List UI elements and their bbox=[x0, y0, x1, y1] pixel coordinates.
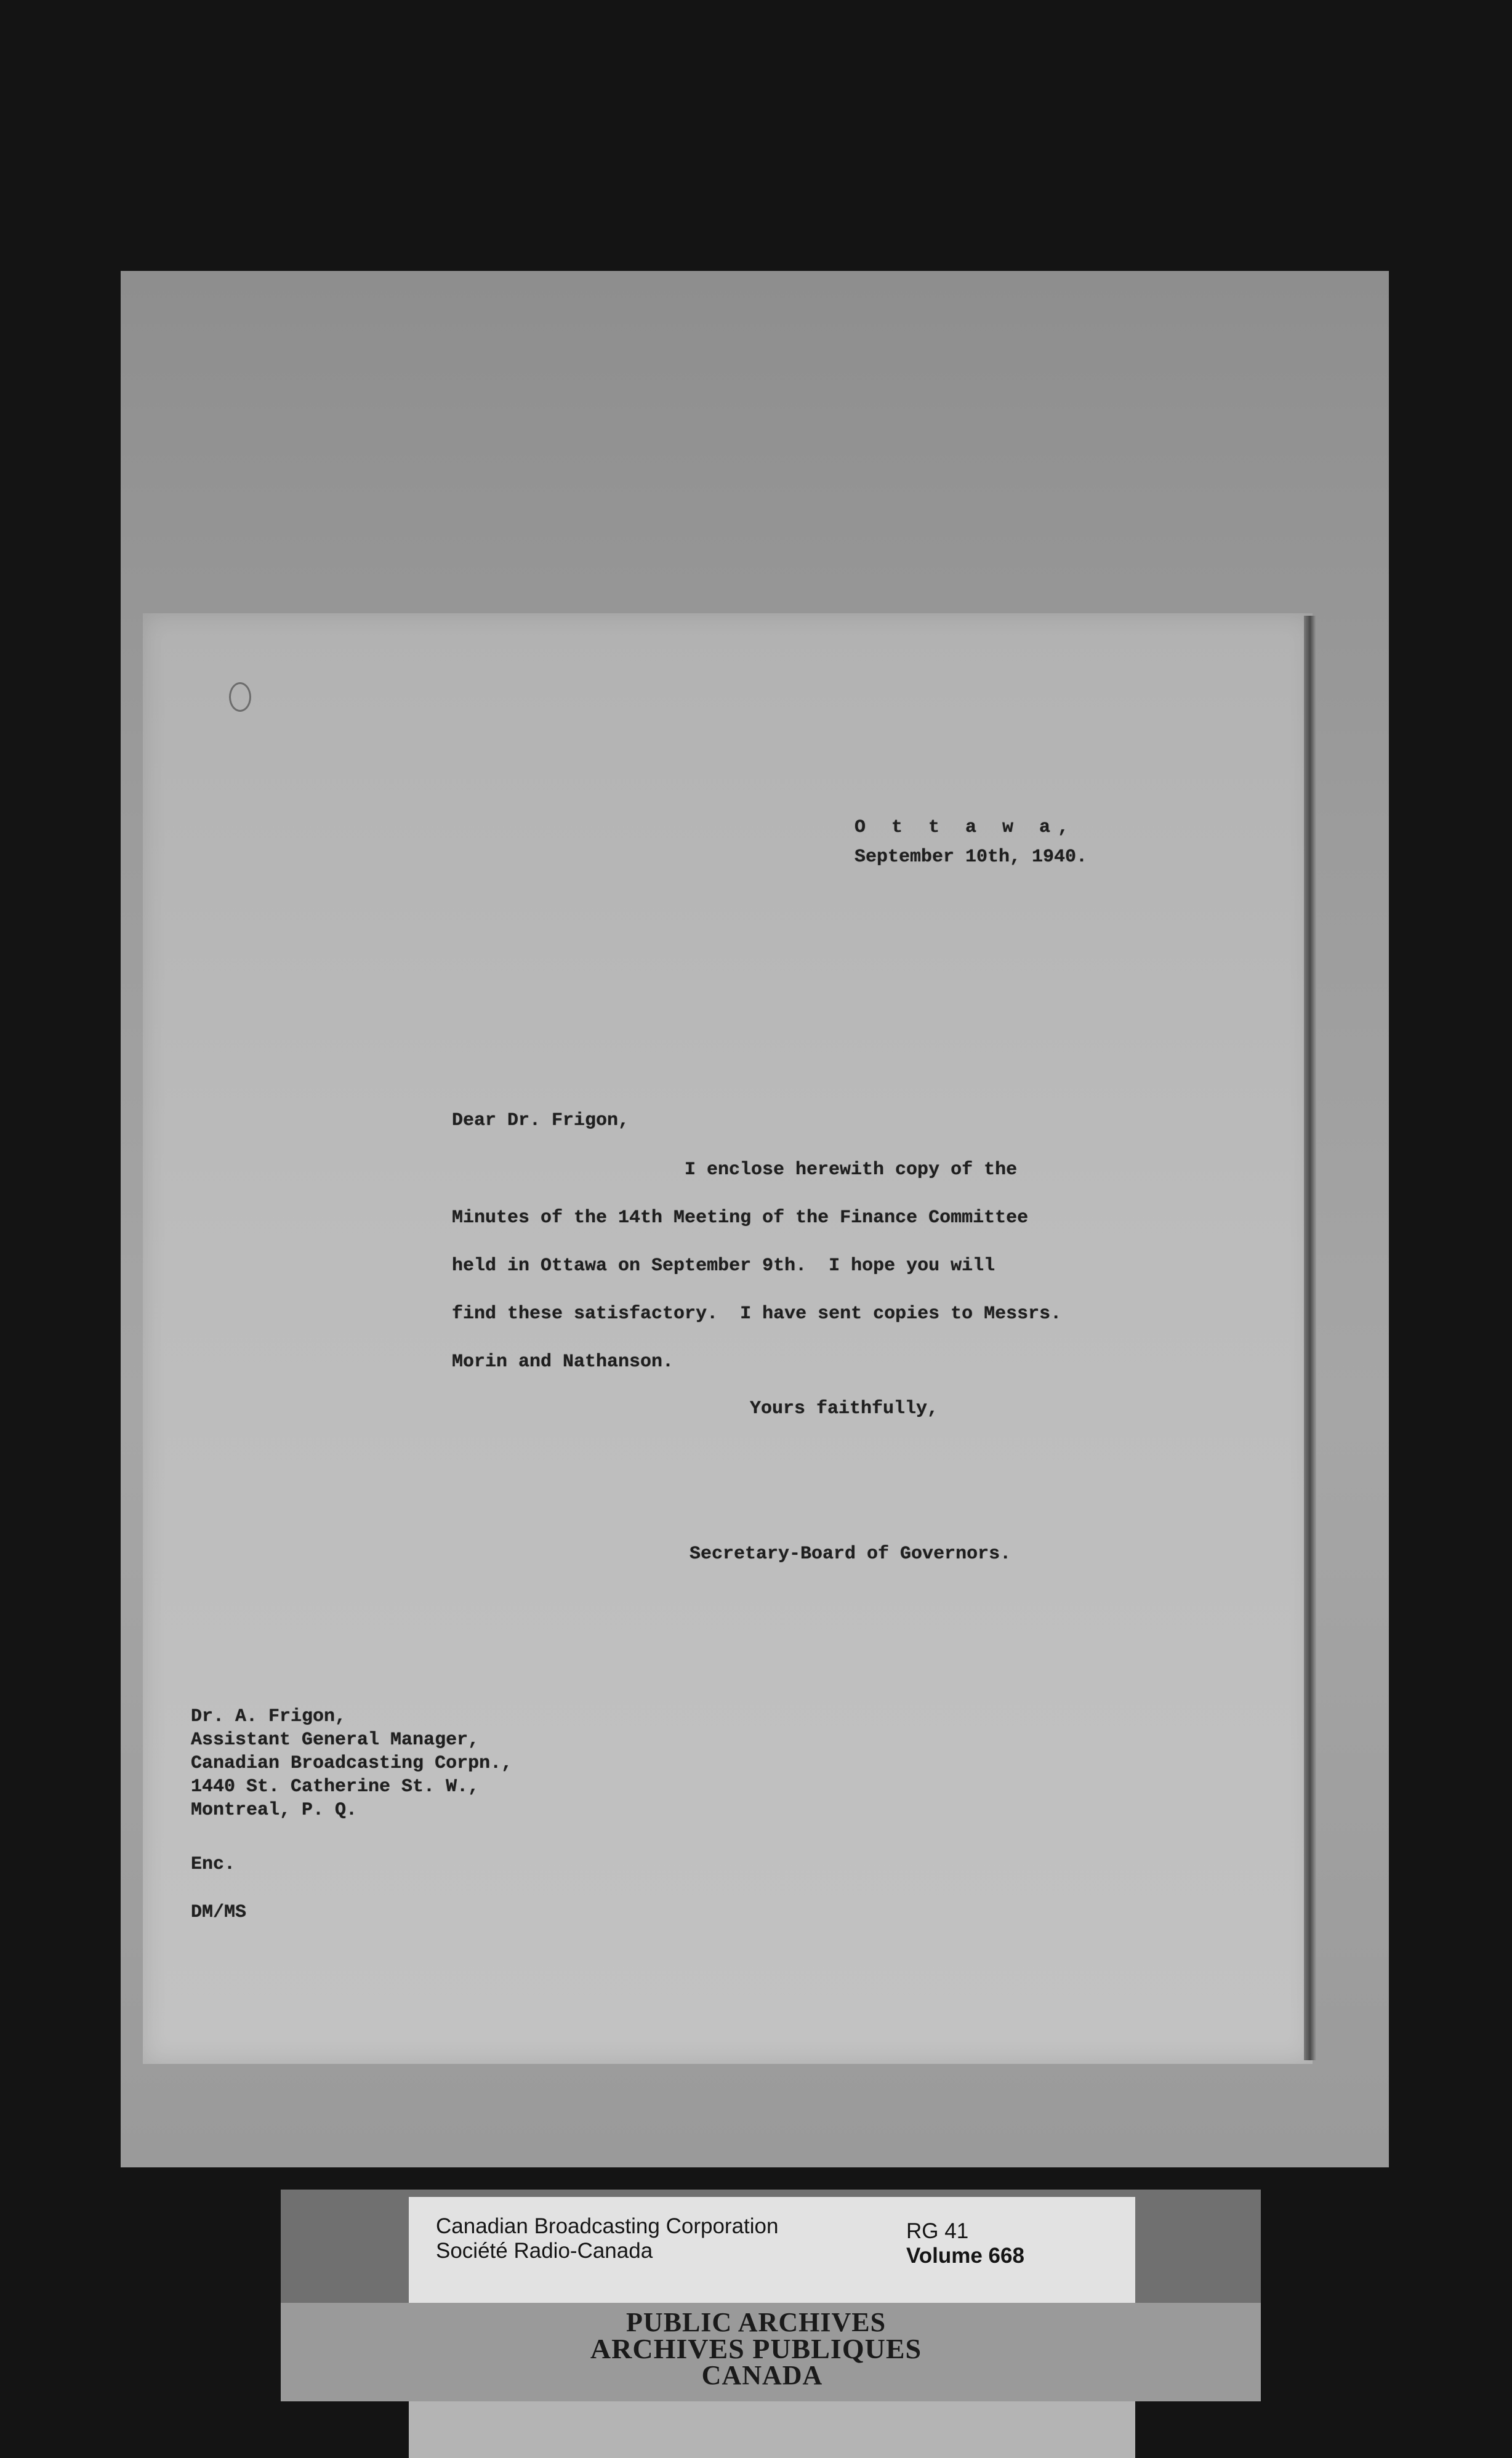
letter-place: O t t a w a, bbox=[855, 817, 1077, 838]
archive-volume: Volume 668 bbox=[906, 2244, 1024, 2268]
archive-record-group: RG 41 bbox=[906, 2219, 969, 2243]
address-line: 1440 St. Catherine St. W., bbox=[191, 1776, 480, 1797]
signature-title: Secretary-Board of Governors. bbox=[690, 1544, 1011, 1565]
address-line: Assistant General Manager, bbox=[191, 1730, 480, 1751]
letter-page-edge bbox=[1304, 616, 1316, 2060]
stamp-line-2: ARCHIVES PUBLIQUES bbox=[590, 2333, 922, 2364]
stamp-line-1: PUBLIC ARCHIVES bbox=[625, 2307, 887, 2337]
archive-label bbox=[409, 2197, 1135, 2305]
letter-body-line: find these satisfactory. I have sent copies to Messrs. bbox=[452, 1304, 1062, 1324]
address-line: Canadian Broadcasting Corpn., bbox=[191, 1753, 513, 1774]
letter-body-line: Morin and Nathanson. bbox=[452, 1352, 674, 1372]
stamp-line-3: CANADA bbox=[701, 2360, 823, 2390]
letter-closing: Yours faithfully, bbox=[750, 1398, 939, 1419]
punch-hole bbox=[229, 682, 251, 712]
letter-body-line: held in Ottawa on September 9th. I hope you will bbox=[452, 1255, 995, 1276]
letter-body-line: Minutes of the 14th Meeting of the Finance Committee bbox=[452, 1207, 1029, 1228]
letter-page bbox=[143, 613, 1313, 2064]
address-line: Montreal, P. Q. bbox=[191, 1800, 358, 1821]
address-line: Dr. A. Frigon, bbox=[191, 1706, 347, 1727]
archive-org-en: Canadian Broadcasting Corporation bbox=[436, 2214, 779, 2238]
archive-org-fr: Société Radio-Canada bbox=[436, 2239, 653, 2263]
letter-date: September 10th, 1940. bbox=[855, 847, 1088, 868]
letter-salutation: Dear Dr. Frigon, bbox=[452, 1110, 630, 1131]
enclosure-note: Enc. bbox=[191, 1854, 236, 1875]
typist-initials: DM/MS bbox=[191, 1902, 247, 1923]
letter-body-line: I enclose herewith copy of the bbox=[685, 1159, 1018, 1180]
bottom-card bbox=[409, 2401, 1135, 2458]
